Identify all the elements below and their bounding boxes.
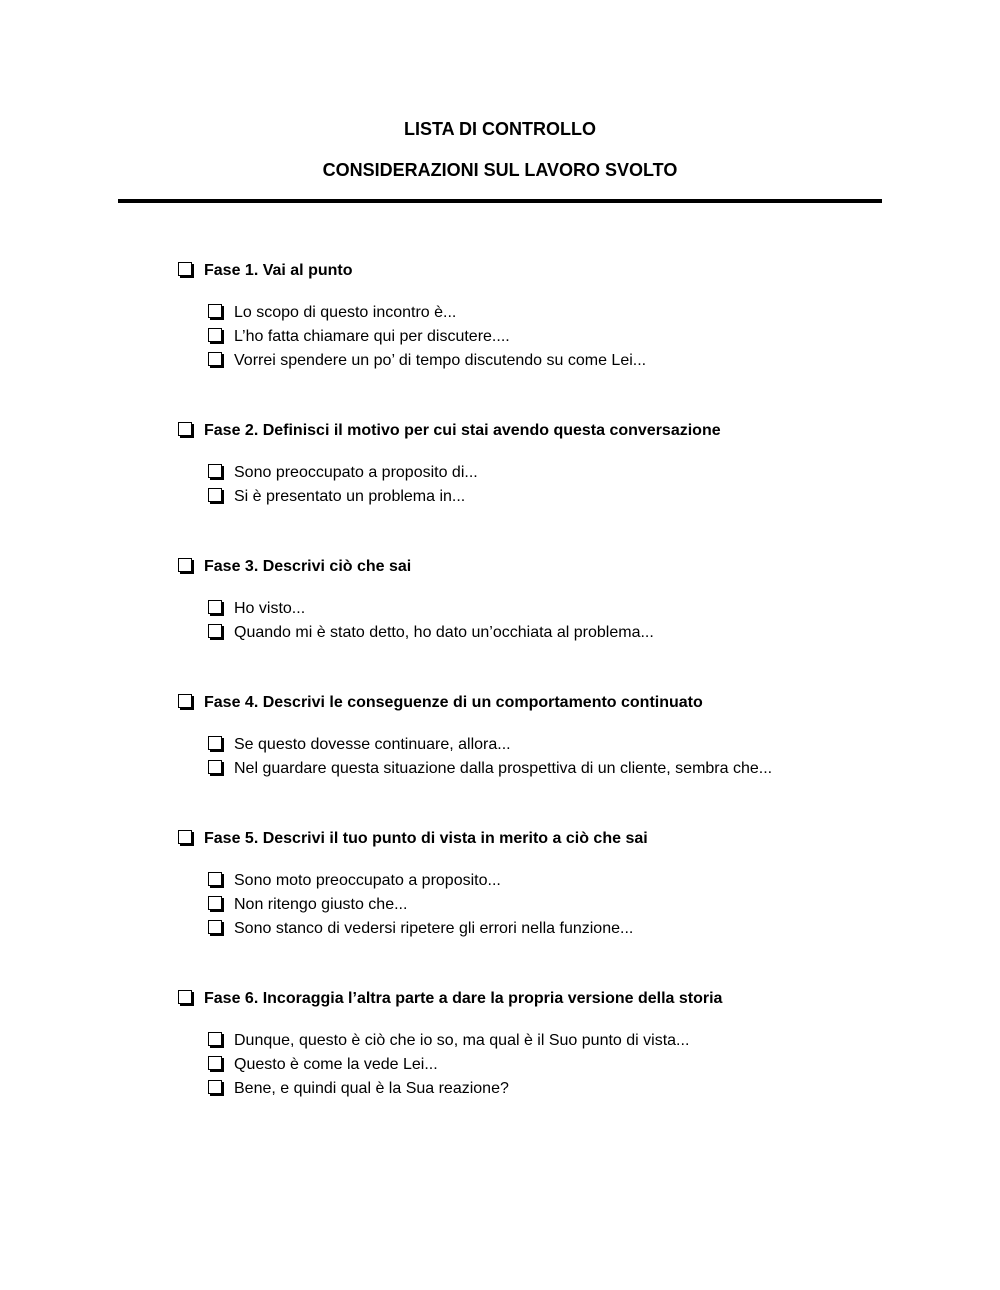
checklist-item[interactable] bbox=[208, 461, 938, 485]
checkbox-icon[interactable] bbox=[208, 1032, 222, 1046]
phase-4 bbox=[178, 691, 938, 781]
checklist bbox=[178, 259, 938, 1147]
checkbox-icon[interactable] bbox=[208, 1080, 222, 1094]
checklist-item[interactable] bbox=[208, 325, 938, 349]
phase-5-items bbox=[208, 869, 938, 941]
checkbox-icon[interactable] bbox=[208, 328, 222, 342]
phase-2-header[interactable] bbox=[178, 419, 938, 443]
checklist-item-text: Lo scopo di questo incontro è... bbox=[234, 304, 457, 321]
phase-1-items bbox=[208, 301, 938, 373]
checklist-item-text: Sono preoccupato a proposito di... bbox=[234, 464, 478, 481]
checklist-item[interactable] bbox=[208, 733, 938, 757]
checklist-item-text: Se questo dovesse continuare, allora... bbox=[234, 736, 511, 753]
checkbox-icon[interactable] bbox=[178, 262, 192, 276]
checklist-item[interactable] bbox=[208, 917, 938, 941]
checkbox-icon[interactable] bbox=[208, 1056, 222, 1070]
phase-2-items bbox=[208, 461, 938, 509]
phase-4-items bbox=[208, 733, 938, 781]
checklist-item[interactable] bbox=[208, 301, 938, 325]
phase-label: Fase 1. Vai al punto bbox=[204, 262, 353, 279]
phase-6-header[interactable] bbox=[178, 987, 938, 1011]
header-divider bbox=[118, 199, 882, 203]
phase-label: Fase 5. Descrivi il tuo punto di vista in merito a ciò che sai bbox=[204, 830, 648, 847]
checkbox-icon[interactable] bbox=[208, 896, 222, 910]
checklist-item-text: L’ho fatta chiamare qui per discutere.... bbox=[234, 328, 510, 345]
checkbox-icon[interactable] bbox=[178, 422, 192, 436]
phase-1-header[interactable] bbox=[178, 259, 938, 283]
checkbox-icon[interactable] bbox=[178, 830, 192, 844]
phase-5 bbox=[178, 827, 938, 941]
checklist-item-text: Sono moto preoccupato a proposito... bbox=[234, 872, 501, 889]
checklist-item[interactable] bbox=[208, 1029, 938, 1053]
checkbox-icon[interactable] bbox=[208, 352, 222, 366]
phase-6 bbox=[178, 987, 938, 1101]
checklist-item-text: Ho visto... bbox=[234, 600, 306, 617]
checkbox-icon[interactable] bbox=[208, 464, 222, 478]
checklist-item-text: Questo è come la vede Lei... bbox=[234, 1056, 438, 1073]
checklist-item-text: Non ritengo giusto che... bbox=[234, 896, 408, 913]
checklist-item[interactable] bbox=[208, 757, 938, 781]
phase-3-header[interactable] bbox=[178, 555, 938, 579]
checklist-item-text: Quando mi è stato detto, ho dato un’occhiata al problema... bbox=[234, 624, 654, 641]
phase-4-header[interactable] bbox=[178, 691, 938, 715]
checkbox-icon[interactable] bbox=[178, 694, 192, 708]
document-title: LISTA DI CONTROLLO bbox=[404, 119, 596, 139]
checkbox-icon[interactable] bbox=[208, 920, 222, 934]
checkbox-icon[interactable] bbox=[178, 558, 192, 572]
phase-1 bbox=[178, 259, 938, 373]
phase-label: Fase 4. Descrivi le conseguenze di un comportamento continuato bbox=[204, 694, 703, 711]
checklist-item[interactable] bbox=[208, 621, 938, 645]
checklist-item-text: Dunque, questo è ciò che io so, ma qual è il Suo punto di vista... bbox=[234, 1032, 690, 1049]
checklist-item[interactable] bbox=[208, 869, 938, 893]
checkbox-icon[interactable] bbox=[208, 488, 222, 502]
document-subtitle: CONSIDERAZIONI SUL LAVORO SVOLTO bbox=[322, 160, 678, 180]
checklist-item-text: Bene, e quindi qual è la Sua reazione? bbox=[234, 1080, 509, 1097]
checklist-item[interactable] bbox=[208, 1077, 938, 1101]
checklist-item[interactable] bbox=[208, 485, 938, 509]
checkbox-icon[interactable] bbox=[178, 990, 192, 1004]
phase-5-header[interactable] bbox=[178, 827, 938, 851]
checklist-item[interactable] bbox=[208, 349, 938, 373]
checklist-item-text: Nel guardare questa situazione dalla prospettiva di un cliente, sembra che... bbox=[234, 760, 773, 777]
checklist-item-text: Vorrei spendere un po’ di tempo discutendo su come Lei... bbox=[234, 352, 647, 369]
checkbox-icon[interactable] bbox=[208, 600, 222, 614]
checkbox-icon[interactable] bbox=[208, 872, 222, 886]
checkbox-icon[interactable] bbox=[208, 304, 222, 318]
phase-label: Fase 2. Definisci il motivo per cui stai avendo questa conversazione bbox=[204, 422, 721, 439]
checkbox-icon[interactable] bbox=[208, 624, 222, 638]
phase-label: Fase 3. Descrivi ciò che sai bbox=[204, 558, 412, 575]
checklist-item[interactable] bbox=[208, 597, 938, 621]
phase-2 bbox=[178, 419, 938, 509]
checklist-item[interactable] bbox=[208, 1053, 938, 1077]
checkbox-icon[interactable] bbox=[208, 760, 222, 774]
checkbox-icon[interactable] bbox=[208, 736, 222, 750]
phase-label: Fase 6. Incoraggia l’altra parte a dare la propria versione della storia bbox=[204, 990, 723, 1007]
phase-6-items bbox=[208, 1029, 938, 1101]
checklist-item-text: Sono stanco di vedersi ripetere gli errori nella funzione... bbox=[234, 920, 634, 937]
phase-3-items bbox=[208, 597, 938, 645]
checklist-item-text: Si è presentato un problema in... bbox=[234, 488, 466, 505]
checklist-item[interactable] bbox=[208, 893, 938, 917]
phase-3 bbox=[178, 555, 938, 645]
